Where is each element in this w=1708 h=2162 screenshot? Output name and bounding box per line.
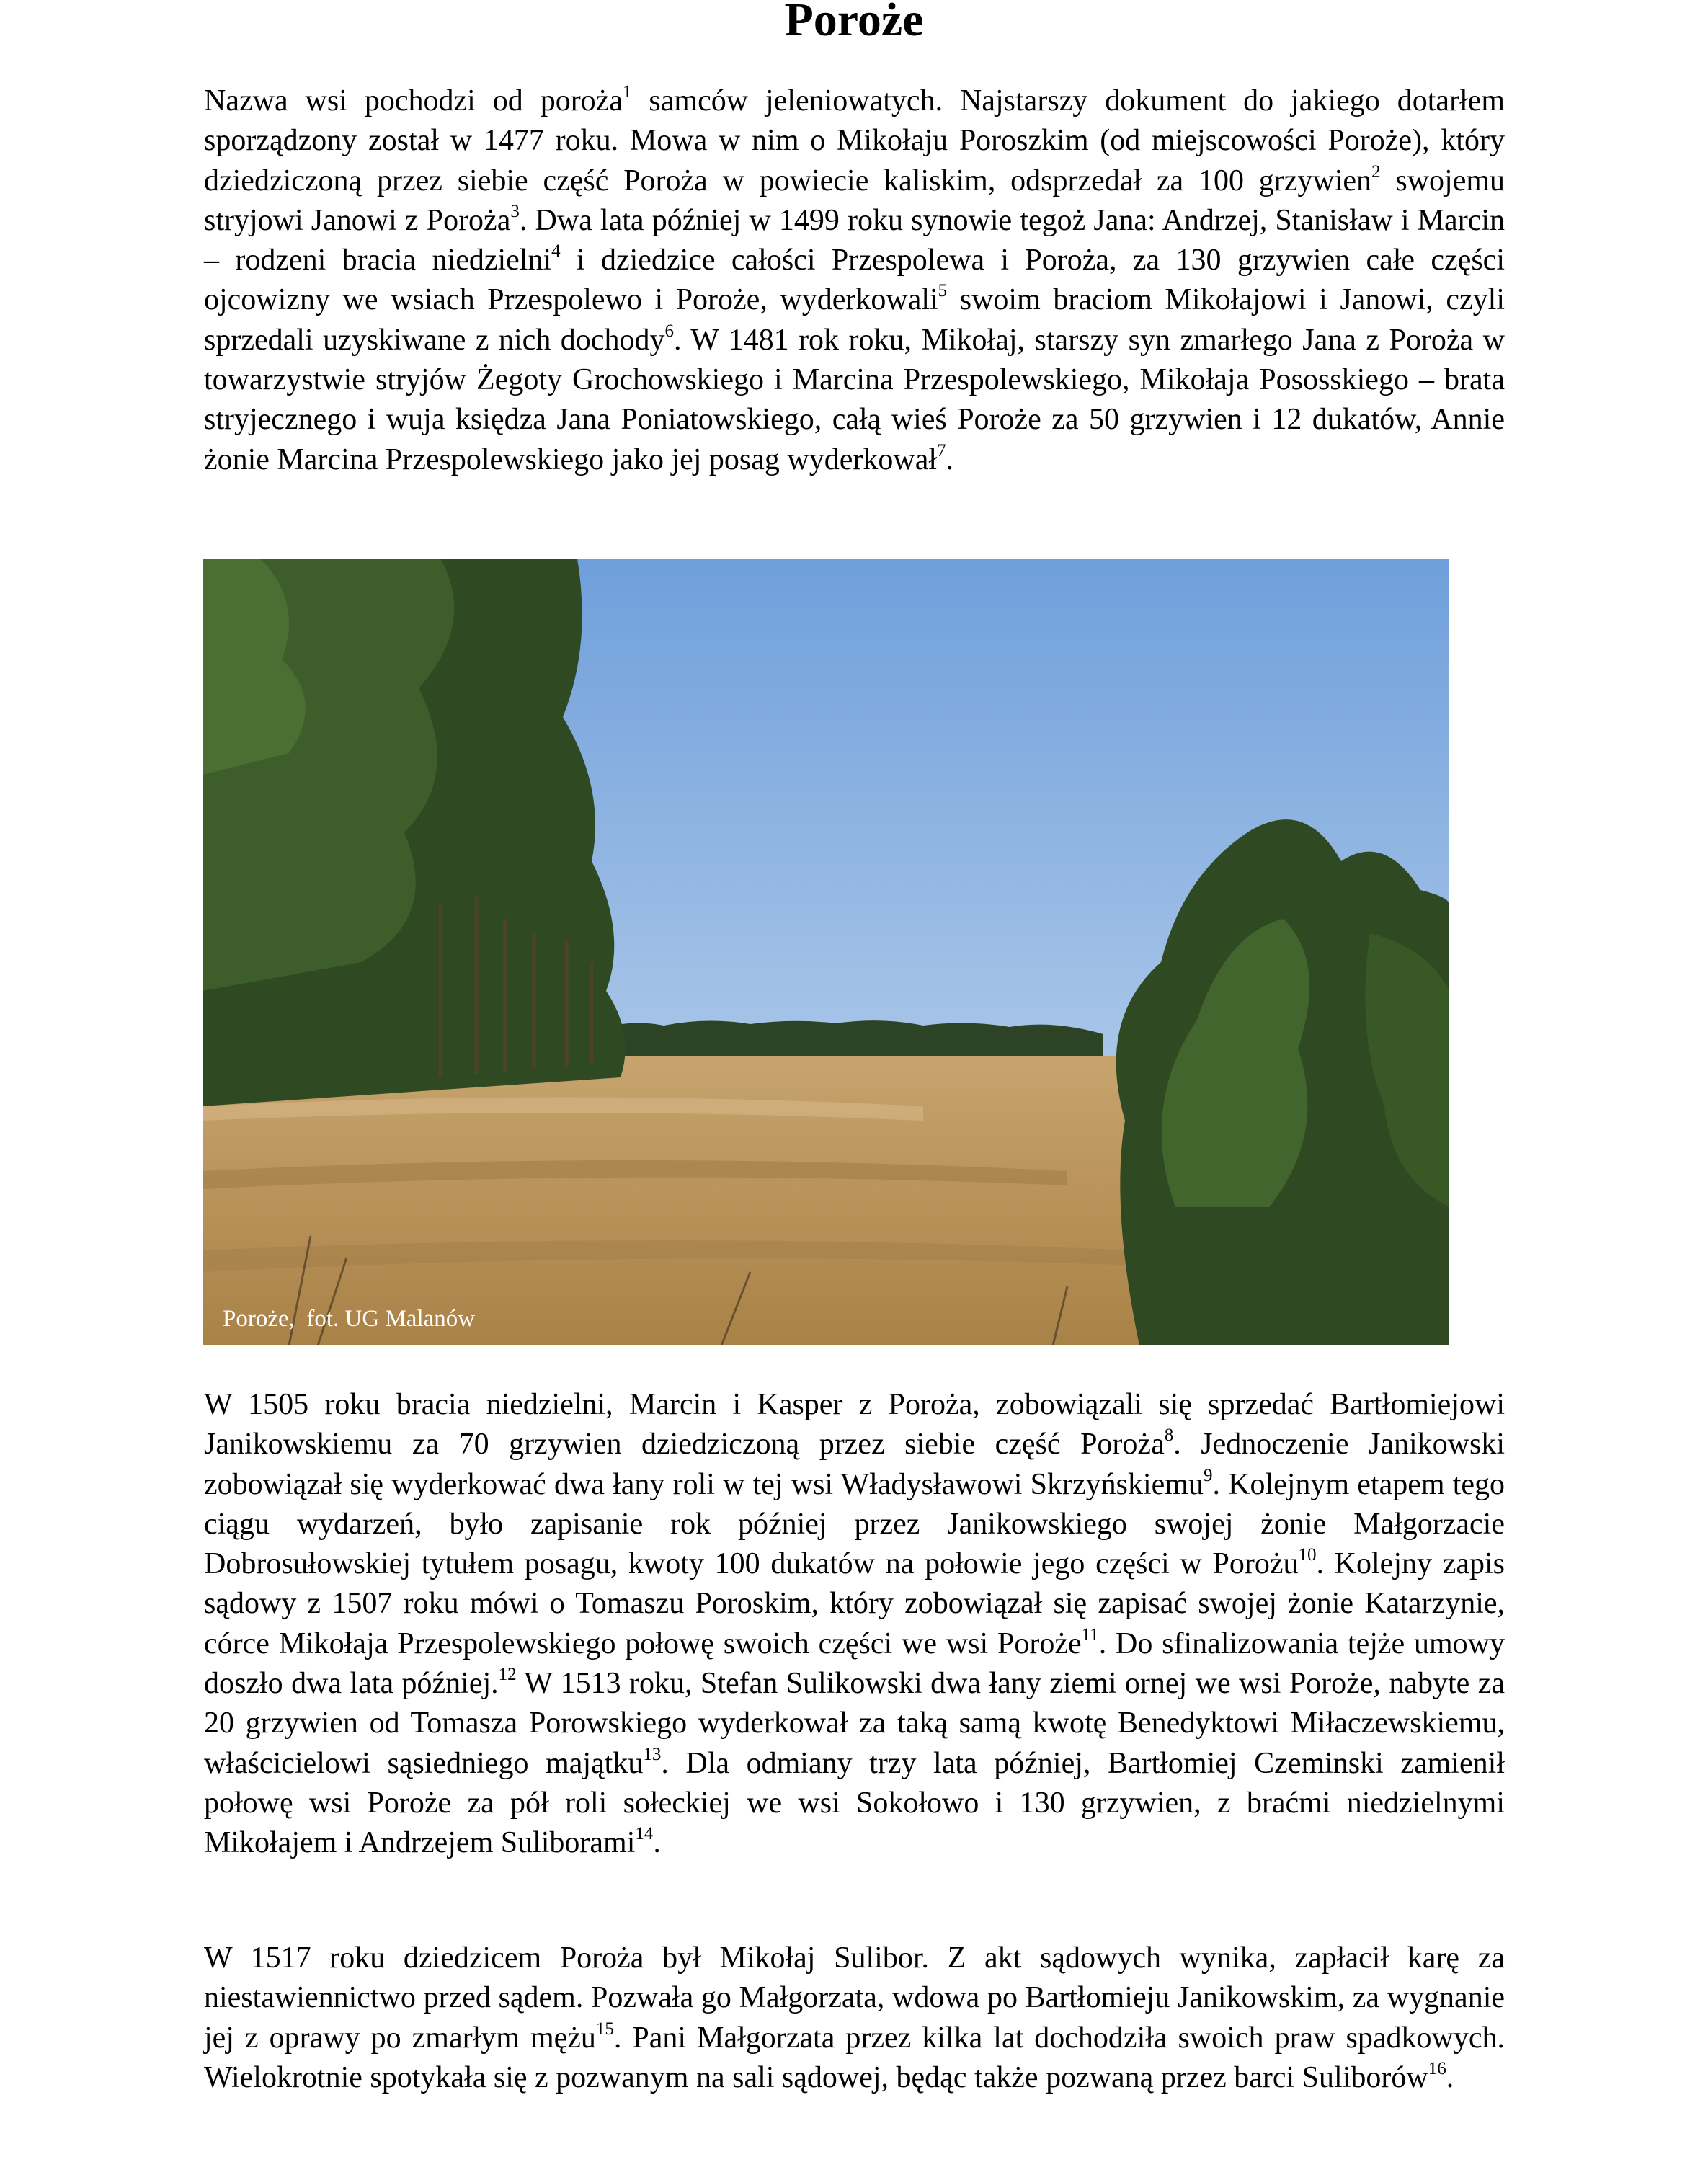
landscape-photo bbox=[203, 559, 1449, 1345]
footnote-marker: 16 bbox=[1428, 2058, 1446, 2078]
paragraph-1517-events bbox=[204, 1939, 1505, 2098]
footnote-marker: 7 bbox=[937, 440, 946, 461]
text-run: . Dla odmiany trzy lata później, Bartłomiej Czeminski zamienił połowę wsi Poroże za pół roli sołeckiej we wsi Sokołowo i 130 grzywien, z braćmi niedzielnymi Mikołajem i Andrzejem Suliborami bbox=[204, 1746, 1505, 1860]
footnote-marker: 14 bbox=[635, 1824, 654, 1844]
text-run: W 1517 roku dziedzicem Poroża był Mikołaj Sulibor. Z akt sądowych wynika, zapłacił karę za niestawiennictwo przed sądem. Pozwała go Małgorzata, wdowa po Bartłomieju Janikowskim, za wygnanie jej z oprawy po zmarłym mężu bbox=[204, 1941, 1505, 2055]
photo-caption: Poroże, fot. UG Malanów bbox=[223, 1306, 476, 1332]
footnote-marker: 4 bbox=[551, 241, 561, 262]
paragraph-origin-of-name bbox=[204, 81, 1505, 480]
footnote-marker: 3 bbox=[510, 201, 520, 221]
text-run: . bbox=[653, 1826, 661, 1860]
footnote-marker: 1 bbox=[622, 82, 632, 102]
page-title: Poroże bbox=[784, 0, 924, 46]
text-run: . Dwa lata później w 1499 roku synowie tegoż Jana: Andrzej, Stanisław i Marcin – rodzeni bracia niedzielni bbox=[204, 203, 1505, 277]
text-run: . bbox=[1446, 2060, 1454, 2094]
footnote-marker: 8 bbox=[1164, 1425, 1174, 1446]
text-run: swojemu stryjowi Janowi z Poroża bbox=[204, 164, 1505, 237]
text-run: W 1505 roku bracia niedzielni, Marcin i Kasper z Poroża, zobowiązali się sprzedać Bartłomiejowi Janikowskiemu za 70 grzywien dziedziczoną przez siebie część Poroża bbox=[204, 1388, 1505, 1462]
footnote-marker: 10 bbox=[1298, 1545, 1317, 1565]
text-run: swoim braciom Mikołajowi i Janowi, czyli sprzedali uzyskiwane z nich dochody bbox=[204, 283, 1505, 357]
footnote-marker: 11 bbox=[1081, 1624, 1099, 1645]
footnote-marker: 5 bbox=[938, 281, 948, 301]
footnote-marker: 6 bbox=[664, 321, 674, 341]
text-run: . W 1481 rok roku, Mikołaj, starszy syn zmarłego Jana z Poroża w towarzystwie stryjów Żegoty Grochowskiego i Marcina Przespolewskiego, Mikołaja Pososskiego – brata stryjecznego i wuja księdza Jana Poniatowskiego, całą wieś Poroże za 50 grzywien i 12 dukatów, Annie żonie Marcina Przespolewskiego jako jej posag wyderkował bbox=[204, 323, 1505, 476]
footnote-marker: 2 bbox=[1371, 161, 1381, 182]
text-run: . Kolejnym etapem tego ciągu wydarzeń, było zapisanie rok później przez Janikowskiego swojej żonie Małgorzacie Dobrosułowskiej tytułem posagu, kwoty 100 dukatów na połowie jego części w Porożu bbox=[204, 1467, 1505, 1581]
text-run: Nazwa wsi pochodzi od poroża bbox=[204, 84, 623, 117]
field-and-forest-image bbox=[203, 559, 1449, 1345]
footnote-marker: 9 bbox=[1203, 1465, 1213, 1485]
footnote-marker: 13 bbox=[643, 1744, 662, 1764]
paragraph-1505-events bbox=[204, 1385, 1505, 1864]
text-run: i dziedzice całości Przespolewa i Poroża, za 130 grzywien całe części ojcowizny we wsiach Przespolewo i Poroże, wyderkowali bbox=[204, 244, 1505, 317]
text-run: . Pani Małgorzata przez kilka lat dochodziła swoich praw spadkowych. Wielokrotnie spotykała się z pozwanym na sali sądowej, będąc także pozwaną przez barci Suliborów bbox=[204, 2021, 1505, 2094]
text-run: W 1513 roku, Stefan Sulikowski dwa łany ziemi ornej we wsi Poroże, nabyte za 20 grzywien od Tomasza Porowskiego wyderkował za taką samą kwotę Benedyktowi Miłaczewskiemu, właścicielowi sąsiedniego majątku bbox=[204, 1667, 1505, 1780]
text-run: samców jeleniowatych. Najstarszy dokument do jakiego dotarłem sporządzony został w 1477 roku. Mowa w nim o Mikołaju Poroszkim (od miejscowości Poroże), który dziedziczoną przez siebie część Poroża w powiecie kaliskim, odsprzedał za 100 grzywien bbox=[204, 84, 1505, 197]
footnote-marker: 15 bbox=[595, 2019, 614, 2039]
text-run: . Kolejny zapis sądowy z 1507 roku mówi o Tomaszu Poroskim, który zobowiązał się zapisać swojej żonie Katarzynie, córce Mikołaja Przespolewskiego połowę swoich części we wsi Poroże bbox=[204, 1547, 1505, 1660]
text-run: . Do sfinalizowania tejże umowy doszło dwa lata później. bbox=[204, 1627, 1505, 1701]
text-run: . Jednoczenie Janikowski zobowiązał się wyderkować dwa łany roli w tej wsi Władysławowi Skrzyńskiemu bbox=[204, 1428, 1505, 1501]
footnote-marker: 12 bbox=[498, 1665, 517, 1685]
text-run: . bbox=[946, 442, 954, 476]
